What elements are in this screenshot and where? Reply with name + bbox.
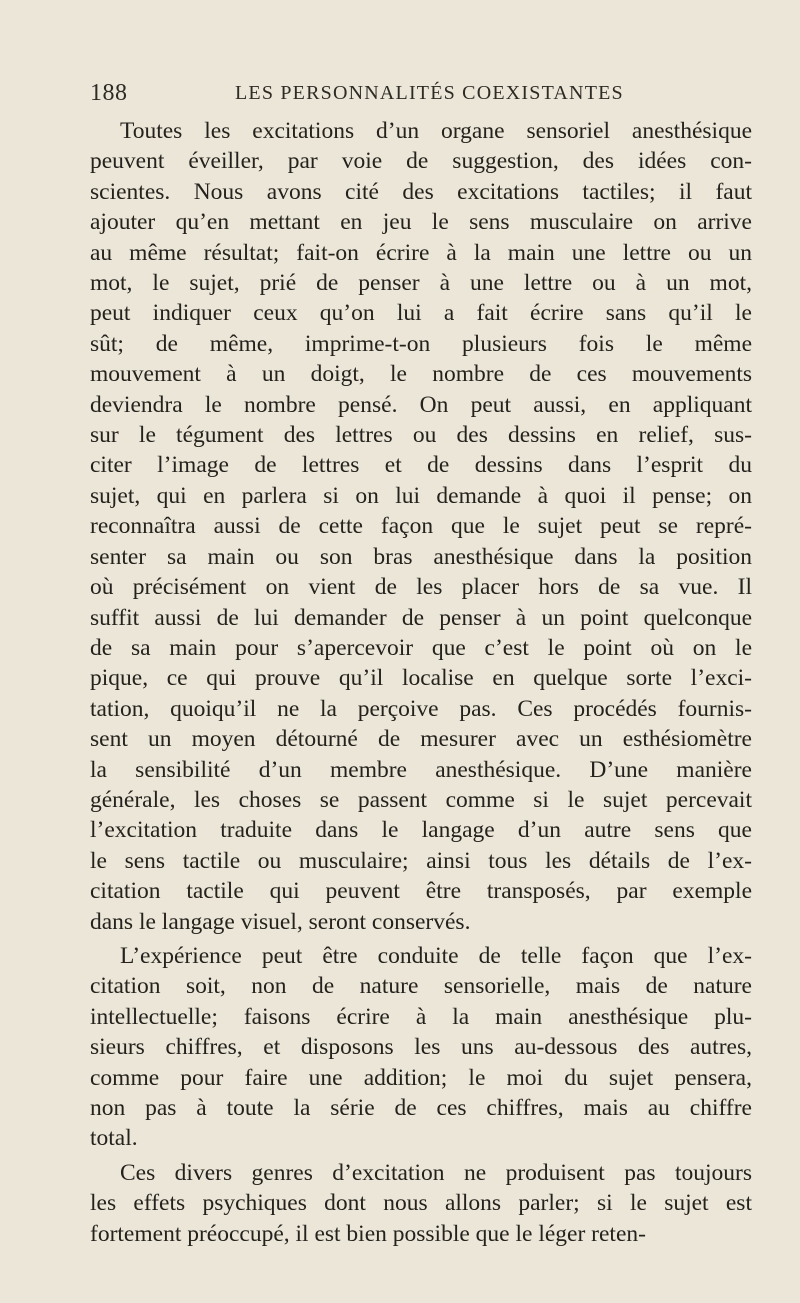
text-line: reconnaîtra aussi de cette façon que le sujet peut se repré- bbox=[90, 513, 752, 540]
paragraph bbox=[90, 1158, 752, 1249]
body-text bbox=[90, 116, 752, 1249]
text-line: citer l’image de lettres et de dessins dans l’esprit du bbox=[90, 452, 752, 479]
text-line: ajouter qu’en mettant en jeu le sens musculaire on arrive bbox=[90, 209, 752, 236]
text-line: mot, le sujet, prié de penser à une lettre ou à un mot, bbox=[90, 270, 752, 297]
text-line: suffit aussi de lui demander de penser à un point quelconque bbox=[90, 604, 752, 631]
text-line: Toutes les excitations d’un organe sensoriel anesthésique bbox=[120, 118, 752, 144]
text-line: L’expérience peut être conduite de telle façon que l’ex- bbox=[120, 942, 752, 969]
text-line: sût; de même, imprime-t-on plusieurs fois le même bbox=[90, 330, 752, 357]
text-line: fortement préoccupé, il est bien possible que le léger reten- bbox=[90, 1220, 646, 1247]
text-line: citation soit, non de nature sensorielle, mais de nature bbox=[90, 973, 752, 1000]
paragraph bbox=[90, 941, 752, 1154]
text-line: non pas à toute la série de ces chiffres, mais au chiffre bbox=[90, 1095, 752, 1121]
text-line: sent un moyen détourné de mesurer avec un esthésiomètre bbox=[90, 726, 752, 753]
text-line: sujet, qui en parlera si on lui demande à quoi il pense; on bbox=[90, 482, 752, 509]
text-line: où précisément on vient de les placer hors de sa vue. Il bbox=[90, 574, 752, 601]
text-line: senter sa main ou son bras anesthésique dans la position bbox=[90, 543, 752, 570]
text-line: scientes. Nous avons cité des excitations tactiles; il faut bbox=[90, 178, 752, 205]
text-line: pique, ce qui prouve qu’il localise en quelque sorte l’exci- bbox=[90, 665, 752, 692]
text-line: sur le tégument des lettres ou des dessins en relief, sus- bbox=[90, 422, 752, 449]
text-line: total. bbox=[90, 1125, 138, 1152]
text-line: Ces divers genres d’excitation ne produisent pas toujours bbox=[120, 1159, 752, 1186]
text-line: l’excitation traduite dans le langage d’un autre sens que bbox=[90, 817, 752, 844]
text-line: dans le langage visuel, seront conservés. bbox=[90, 908, 471, 935]
paragraph bbox=[90, 116, 752, 937]
text-line: tation, quoiqu’il ne la perçoive pas. Ces procédés fournis- bbox=[90, 695, 752, 722]
text-line: sieurs chiffres, et disposons les uns au-dessous des autres, bbox=[90, 1034, 752, 1061]
text-line: le sens tactile ou musculaire; ainsi tous les détails de l’ex- bbox=[90, 847, 752, 874]
text-line: peuvent éveiller, par voie de suggestion, des idées con- bbox=[90, 148, 752, 175]
text-line: générale, les choses se passent comme si le sujet percevait bbox=[90, 786, 752, 813]
text-line: de sa main pour s’apercevoir que c’est le point où on le bbox=[90, 634, 752, 661]
text-line: peut indiquer ceux qu’on lui a fait écrire sans qu’il le bbox=[90, 300, 752, 327]
text-line: intellectuelle; faisons écrire à la main anesthésique plu- bbox=[90, 1003, 752, 1030]
text-line: deviendra le nombre pensé. On peut aussi, en appliquant bbox=[90, 391, 752, 418]
page-header bbox=[90, 80, 780, 114]
text-line: citation tactile qui peuvent être transposés, par exemple bbox=[90, 878, 752, 905]
page-number: 188 bbox=[90, 80, 128, 106]
running-title: LES PERSONNALITÉS COEXISTANTES bbox=[235, 82, 624, 104]
text-line: mouvement à un doigt, le nombre de ces mouvements bbox=[90, 361, 752, 388]
text-line: les effets psychiques dont nous allons parler; si le sujet est bbox=[90, 1190, 752, 1217]
text-line: la sensibilité d’un membre anesthésique. D’une manière bbox=[90, 756, 752, 783]
text-line: comme pour faire une addition; le moi du sujet pensera, bbox=[90, 1064, 752, 1091]
text-line: au même résultat; fait-on écrire à la main une lettre ou un bbox=[90, 239, 752, 266]
